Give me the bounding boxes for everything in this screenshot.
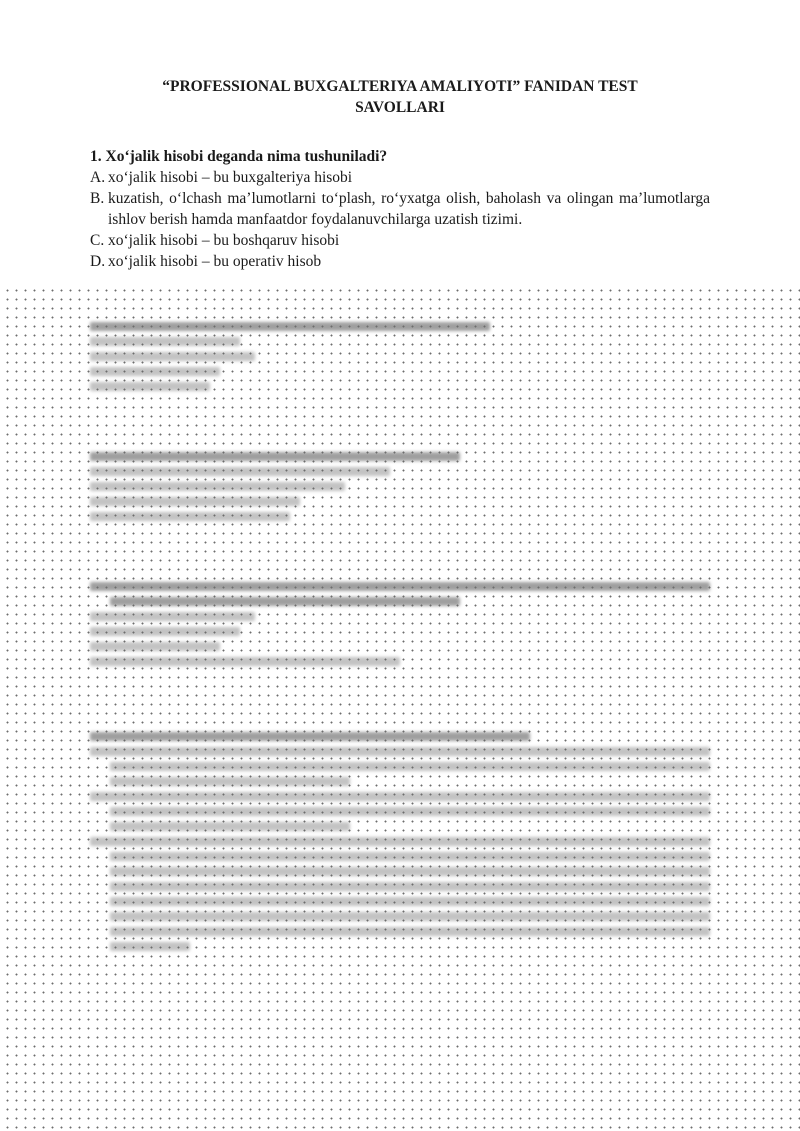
title-line-1: “PROFESSIONAL BUXGALTERIYA AMALIYOTI” FANIDAN TEST — [162, 78, 638, 95]
option-letter: C. — [90, 232, 105, 249]
title-line-2: SAVOLLARI — [355, 99, 445, 116]
option-text: xo‘jalik hisobi – bu buxgalteriya hisobi — [108, 169, 353, 186]
option-letter: D. — [90, 253, 106, 270]
question-title: 1. Xo‘jalik hisobi deganda nima tushuniladi? — [90, 148, 388, 165]
option-b — [90, 188, 710, 230]
option-text: kuzatish, o‘lchash ma’lumotlarni to‘plash, ro‘yxatga olish, baholash va olingan ma’lumotlarga ishlov berish hamda manfaatdor foydalanuvchilarga uzatish tizimi. — [108, 190, 710, 228]
dotted-preview-overlay — [0, 284, 800, 1131]
option-a — [90, 167, 710, 188]
option-letter: B. — [90, 190, 105, 207]
document-title — [90, 76, 710, 118]
option-letter: A. — [90, 169, 106, 186]
option-c — [90, 230, 710, 251]
option-text: xo‘jalik hisobi – bu boshqaruv hisobi — [108, 232, 340, 249]
option-text: xo‘jalik hisobi – bu operativ hisob — [108, 253, 322, 270]
question-1 — [90, 146, 710, 272]
option-d — [90, 251, 710, 272]
